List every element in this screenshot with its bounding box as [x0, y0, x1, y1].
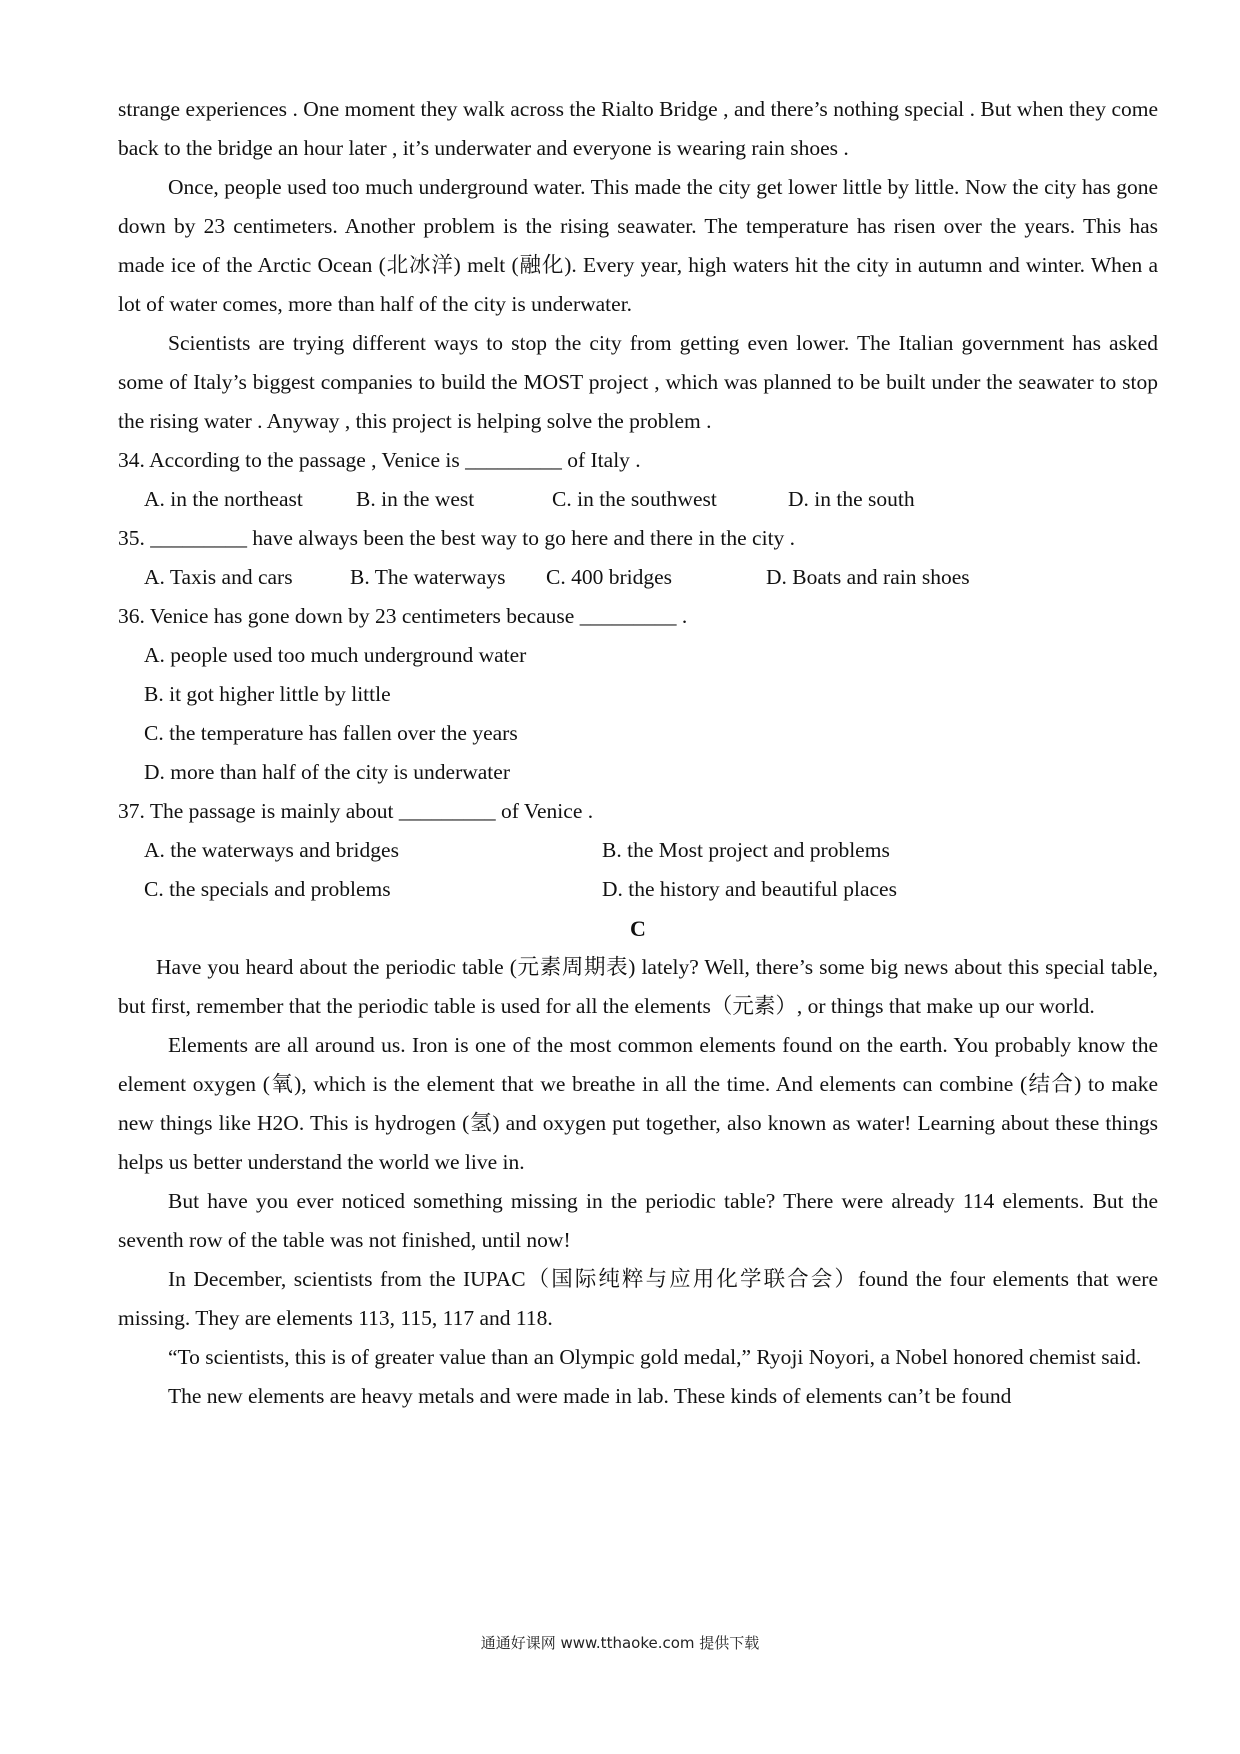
question-34-option-b: B. in the west [356, 487, 475, 511]
question-36-option-d: D. more than half of the city is underwater [144, 760, 510, 784]
section-c-paragraph-4: In December, scientists from the IUPAC（国际纯粹与应用化学联合会）found the four elements that were missing. They are elements 113, 115, 117 and 118. [118, 1267, 1158, 1330]
question-36-option-a: A. people used too much underground water [144, 643, 527, 667]
question-36-option-b: B. it got higher little by little [144, 682, 391, 706]
section-c-paragraph-6: The new elements are heavy metals and were made in lab. These kinds of elements can’t be found [168, 1384, 1012, 1408]
section-c-paragraph-1: Have you heard about the periodic table (元素周期表) lately? Well, there’s some big news about this special table, but first, remember that the periodic table is used for all the elements（元素）, or things that make up our world. [118, 955, 1158, 1018]
question-34-options [118, 480, 1158, 519]
question-37-option-b: B. the Most project and problems [602, 838, 890, 862]
question-35-options [118, 558, 1158, 597]
question-35-stem: 35. _________ have always been the best way to go here and there in the city . [118, 526, 796, 550]
page-footer: 通通好课网 www.tthaoke.com 提供下载 [480, 1634, 760, 1652]
section-c-paragraph-2: Elements are all around us. Iron is one of the most common elements found on the earth. You probably know the element oxygen (氧), which is the element that we breathe in all the time. And elements can combine (结合) to make new things like H2O. This is hydrogen (氢) and oxygen put together, also known as water! Learning about these things helps us better understand the world we live in. [118, 1033, 1158, 1174]
passage-b-paragraph-1: strange experiences . One moment they walk across the Rialto Bridge , and there’s nothing special . But when they come back to the bridge an hour later , it’s underwater and everyone is wearing rain shoes . [118, 97, 1158, 160]
section-c-paragraph-5: “To scientists, this is of greater value than an Olympic gold medal,” Ryoji Noyori, a Nobel honored chemist said. [168, 1345, 1142, 1369]
question-36-stem: 36. Venice has gone down by 23 centimeters because _________ . [118, 604, 688, 628]
question-37-options [118, 831, 1158, 909]
question-37-stem: 37. The passage is mainly about _________ of Venice . [118, 799, 594, 823]
question-37-option-c: C. the specials and problems [144, 877, 391, 901]
question-35-option-d: D. Boats and rain shoes [766, 565, 970, 589]
document-page [118, 90, 1158, 1416]
question-37-option-d: D. the history and beautiful places [602, 877, 897, 901]
section-c-heading: C [630, 916, 646, 941]
question-34-option-c: C. in the southwest [552, 487, 717, 511]
section-c-paragraph-3: But have you ever noticed something missing in the periodic table? There were already 114 elements. But the seventh row of the table was not finished, until now! [118, 1189, 1158, 1252]
question-35-option-b: B. The waterways [350, 565, 506, 589]
question-34-option-d: D. in the south [788, 487, 915, 511]
question-36-option-c: C. the temperature has fallen over the years [144, 721, 518, 745]
question-35-option-a: A. Taxis and cars [144, 565, 293, 589]
question-37-option-a: A. the waterways and bridges [144, 838, 399, 862]
question-34-option-a: A. in the northeast [144, 487, 303, 511]
passage-b-paragraph-3: Scientists are trying different ways to stop the city from getting even lower. The Italian government has asked some of Italy’s biggest companies to build the MOST project , which was planned to be built under the seawater to stop the rising water . Anyway , this project is helping solve the problem . [118, 331, 1158, 433]
question-34-stem: 34. According to the passage , Venice is _________ of Italy . [118, 448, 641, 472]
passage-b-paragraph-2: Once, people used too much underground water. This made the city get lower little by little. Now the city has gone down by 23 centimeters. Another problem is the rising seawater. The temperature has risen over the years. This has made ice of the Arctic Ocean (北冰洋) melt (融化). Every year, high waters hit the city in autumn and winter. When a lot of water comes, more than half of the city is underwater. [118, 175, 1158, 316]
question-35-option-c: C. 400 bridges [546, 565, 673, 589]
